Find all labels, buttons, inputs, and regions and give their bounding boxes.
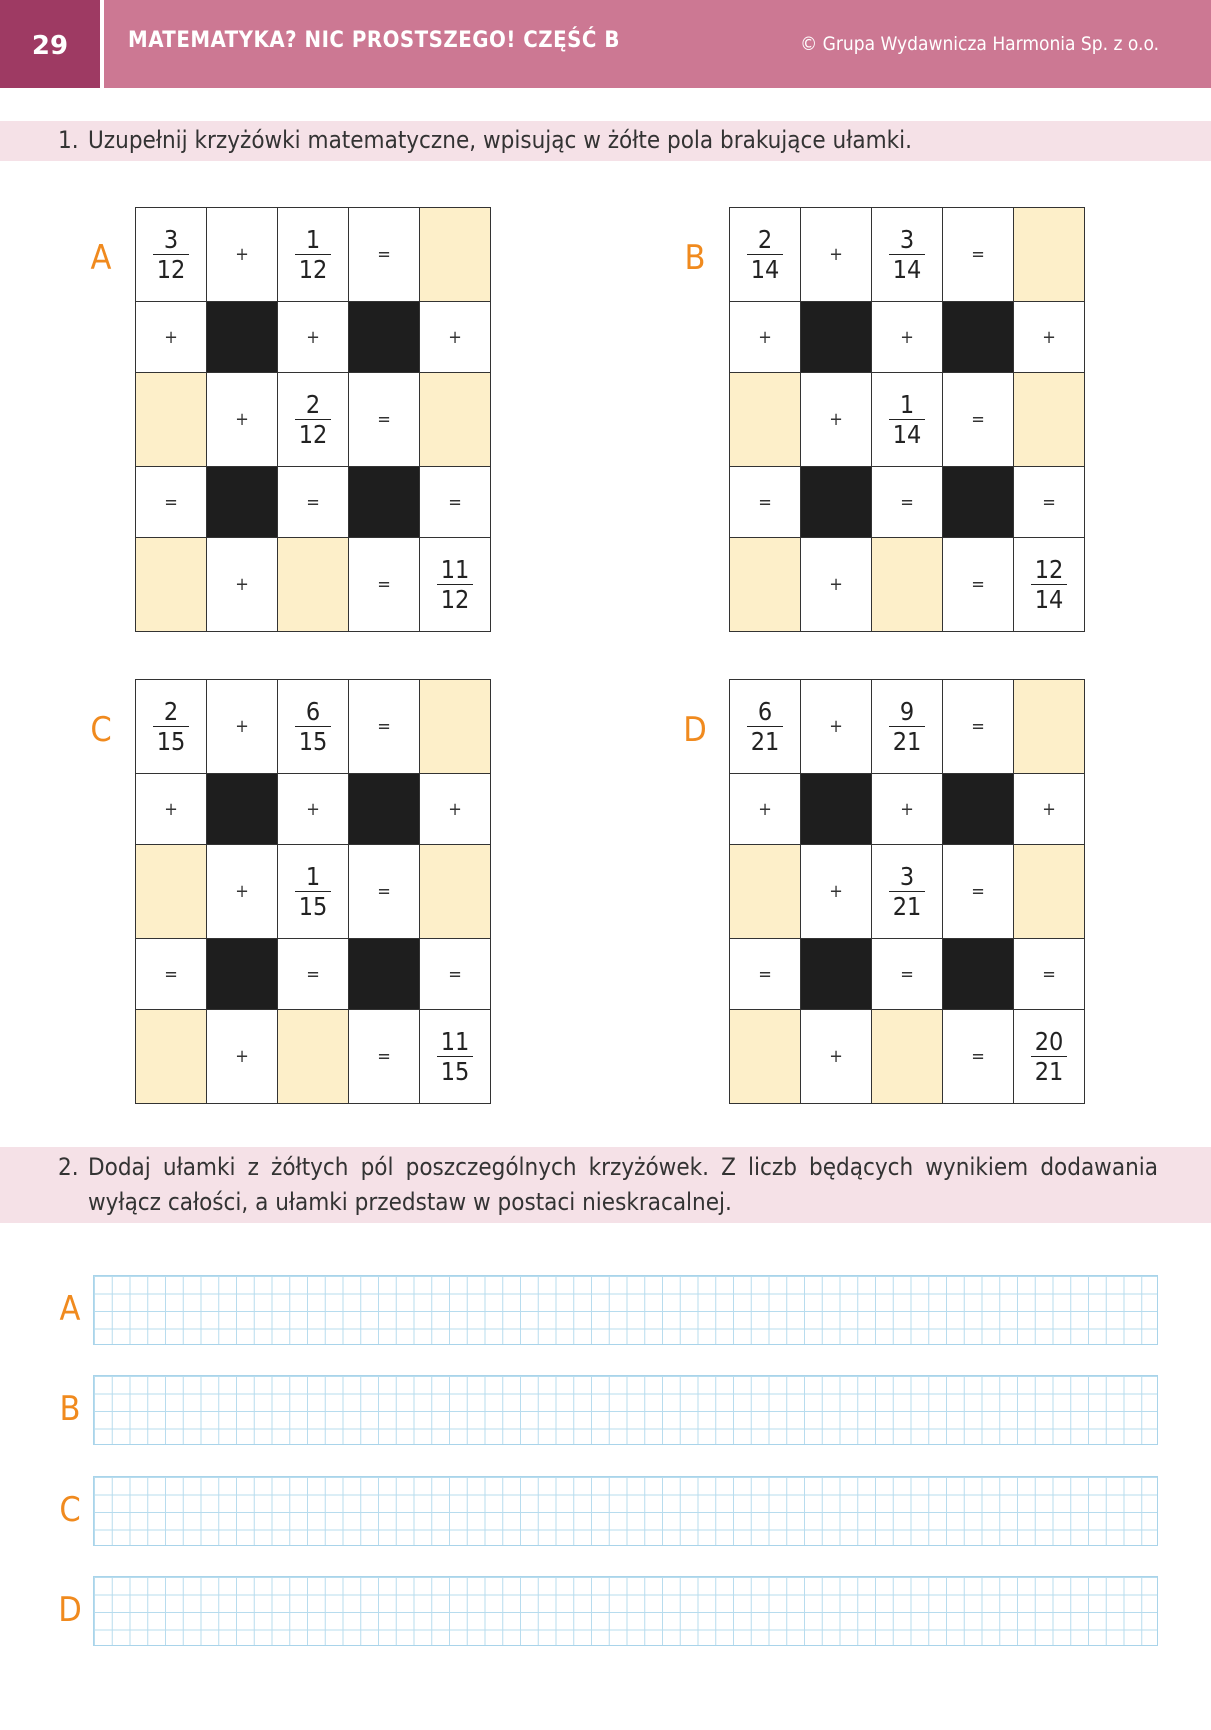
denominator: 12 xyxy=(156,255,186,284)
task-text: Dodaj ułamki z żółtych pól poszczególnych krzyżówek. Z liczb będących wynikiem dodawania wyłącz całości, a ułamki przedstaw w postaci nieskracalnej. xyxy=(88,1153,1158,1216)
page-header xyxy=(0,0,1211,88)
black-cell xyxy=(942,466,1014,538)
fraction-cell xyxy=(135,679,207,774)
answer-cell[interactable] xyxy=(729,537,801,632)
operator-cell xyxy=(942,207,1014,302)
answer-writing-grid[interactable] xyxy=(93,1275,1158,1345)
equals-sign: = xyxy=(1042,491,1056,513)
page-number: 29 xyxy=(0,0,100,88)
denominator: 14 xyxy=(892,420,922,449)
fraction-cell xyxy=(1013,537,1085,632)
operator-cell xyxy=(206,372,278,467)
denominator: 21 xyxy=(892,892,922,921)
fraction-cell xyxy=(871,844,943,939)
equals-sign: = xyxy=(971,1046,985,1067)
denominator: 14 xyxy=(1034,585,1064,614)
plus-sign: + xyxy=(829,1046,843,1067)
answer-cell[interactable] xyxy=(135,844,207,939)
answer-cell[interactable] xyxy=(135,372,207,467)
black-cell xyxy=(800,301,872,373)
task-text: Uzupełnij krzyżówki matematyczne, wpisując w żółte pola brakujące ułamki. xyxy=(88,126,912,154)
answer-cell[interactable] xyxy=(419,844,491,939)
fraction-cell xyxy=(871,679,943,774)
equals-sign: = xyxy=(306,491,320,513)
operator-cell xyxy=(206,1009,278,1104)
fraction xyxy=(749,698,782,755)
fraction-cell xyxy=(277,207,349,302)
answer-cell[interactable] xyxy=(729,844,801,939)
numerator: 3 xyxy=(163,225,179,254)
answer-writing-grid[interactable] xyxy=(93,1576,1158,1646)
plus-sign: + xyxy=(829,716,843,737)
operator-cell xyxy=(419,466,491,538)
answer-cell[interactable] xyxy=(277,1009,349,1104)
fraction-cell xyxy=(729,207,801,302)
header-divider xyxy=(100,0,104,88)
operator-cell xyxy=(135,301,207,373)
book-title: MATEMATYKA? NIC PROSTSZEGO! CZĘŚĆ B xyxy=(128,28,620,53)
plus-sign: + xyxy=(1042,798,1056,820)
plus-sign: + xyxy=(235,1046,249,1067)
fraction xyxy=(749,226,782,283)
answer-label: B xyxy=(59,1389,81,1429)
crossword-label: B xyxy=(684,238,706,278)
black-cell xyxy=(348,466,420,538)
operator-cell xyxy=(348,372,420,467)
fraction xyxy=(891,226,924,283)
equals-sign: = xyxy=(164,963,178,985)
fraction xyxy=(439,1028,472,1085)
fraction xyxy=(297,698,330,755)
black-cell xyxy=(348,301,420,373)
numerator: 9 xyxy=(899,697,915,726)
answer-cell[interactable] xyxy=(729,372,801,467)
operator-cell xyxy=(348,537,420,632)
denominator: 15 xyxy=(298,727,328,756)
equals-sign: = xyxy=(377,409,391,430)
equals-sign: = xyxy=(971,409,985,430)
black-cell xyxy=(206,301,278,373)
equals-sign: = xyxy=(377,1046,391,1067)
numerator: 6 xyxy=(305,697,321,726)
equals-sign: = xyxy=(758,491,772,513)
plus-sign: + xyxy=(1042,326,1056,348)
fraction xyxy=(155,226,188,283)
fraction xyxy=(297,391,330,448)
equals-sign: = xyxy=(306,963,320,985)
operator-cell xyxy=(419,773,491,845)
plus-sign: + xyxy=(758,326,772,348)
task-number: 1. xyxy=(58,126,79,154)
equals-sign: = xyxy=(900,963,914,985)
crossword-grid xyxy=(135,679,490,1104)
operator-cell xyxy=(800,844,872,939)
numerator: 1 xyxy=(305,862,321,891)
crossword-grid xyxy=(729,207,1084,632)
fraction-cell xyxy=(419,537,491,632)
operator-cell xyxy=(1013,938,1085,1010)
denominator: 15 xyxy=(440,1057,470,1086)
denominator: 12 xyxy=(298,420,328,449)
operator-cell xyxy=(206,679,278,774)
operator-cell xyxy=(135,773,207,845)
operator-cell xyxy=(871,773,943,845)
fraction-cell xyxy=(729,679,801,774)
copyright-notice: © Grupa Wydawnicza Harmonia Sp. z o.o. xyxy=(800,33,1159,55)
denominator: 14 xyxy=(892,255,922,284)
answer-cell[interactable] xyxy=(419,372,491,467)
fraction xyxy=(891,863,924,920)
answer-cell[interactable] xyxy=(277,537,349,632)
equals-sign: = xyxy=(758,963,772,985)
fraction xyxy=(1033,556,1066,613)
operator-cell xyxy=(729,773,801,845)
operator-cell xyxy=(277,773,349,845)
denominator: 14 xyxy=(750,255,780,284)
numerator: 11 xyxy=(440,1027,470,1056)
black-cell xyxy=(206,938,278,1010)
equals-sign: = xyxy=(377,244,391,265)
plus-sign: + xyxy=(829,244,843,265)
black-cell xyxy=(348,938,420,1010)
denominator: 21 xyxy=(892,727,922,756)
crossword-grid xyxy=(729,679,1084,1104)
operator-cell xyxy=(800,679,872,774)
fraction xyxy=(297,863,330,920)
numerator: 2 xyxy=(305,390,321,419)
operator-cell xyxy=(942,537,1014,632)
operator-cell xyxy=(729,938,801,1010)
answer-cell[interactable] xyxy=(135,1009,207,1104)
operator-cell xyxy=(800,537,872,632)
task-number: 2. xyxy=(58,1153,79,1181)
plus-sign: + xyxy=(164,326,178,348)
fraction xyxy=(297,226,330,283)
plus-sign: + xyxy=(448,326,462,348)
plus-sign: + xyxy=(829,409,843,430)
answer-label: C xyxy=(59,1490,81,1530)
denominator: 12 xyxy=(298,255,328,284)
crossword-grid xyxy=(135,207,490,632)
answer-writing-grid[interactable] xyxy=(93,1476,1158,1546)
answer-cell[interactable] xyxy=(729,1009,801,1104)
numerator: 1 xyxy=(899,390,915,419)
fraction xyxy=(891,391,924,448)
black-cell xyxy=(800,938,872,1010)
operator-cell xyxy=(277,466,349,538)
operator-cell xyxy=(871,301,943,373)
answer-cell[interactable] xyxy=(1013,679,1085,774)
fraction-cell xyxy=(871,372,943,467)
operator-cell xyxy=(206,537,278,632)
plus-sign: + xyxy=(235,409,249,430)
denominator: 12 xyxy=(440,585,470,614)
operator-cell xyxy=(871,938,943,1010)
operator-cell xyxy=(1013,301,1085,373)
black-cell xyxy=(800,466,872,538)
equals-sign: = xyxy=(448,963,462,985)
denominator: 21 xyxy=(1034,1057,1064,1086)
answer-cell[interactable] xyxy=(1013,844,1085,939)
fraction xyxy=(891,698,924,755)
black-cell xyxy=(206,773,278,845)
plus-sign: + xyxy=(758,798,772,820)
crossword-label: C xyxy=(90,710,112,750)
plus-sign: + xyxy=(900,798,914,820)
operator-cell xyxy=(871,466,943,538)
plus-sign: + xyxy=(164,798,178,820)
operator-cell xyxy=(1013,773,1085,845)
operator-cell xyxy=(419,938,491,1010)
plus-sign: + xyxy=(829,881,843,902)
operator-cell xyxy=(348,679,420,774)
numerator: 2 xyxy=(757,225,773,254)
answer-label: D xyxy=(58,1590,82,1630)
black-cell xyxy=(942,301,1014,373)
operator-cell xyxy=(135,466,207,538)
answer-cell[interactable] xyxy=(419,207,491,302)
numerator: 3 xyxy=(899,862,915,891)
equals-sign: = xyxy=(164,491,178,513)
plus-sign: + xyxy=(235,574,249,595)
denominator: 15 xyxy=(156,727,186,756)
operator-cell xyxy=(729,466,801,538)
task-2-instruction xyxy=(0,1147,1211,1223)
operator-cell xyxy=(800,1009,872,1104)
crossword-label: D xyxy=(683,710,707,750)
denominator: 15 xyxy=(298,892,328,921)
equals-sign: = xyxy=(971,244,985,265)
plus-sign: + xyxy=(306,798,320,820)
equals-sign: = xyxy=(377,574,391,595)
operator-cell xyxy=(277,938,349,1010)
equals-sign: = xyxy=(448,491,462,513)
equals-sign: = xyxy=(971,716,985,737)
fraction xyxy=(155,698,188,755)
operator-cell xyxy=(729,301,801,373)
answer-cell[interactable] xyxy=(135,537,207,632)
operator-cell xyxy=(800,372,872,467)
task-1-instruction xyxy=(0,121,1211,161)
fraction-cell xyxy=(871,207,943,302)
numerator: 3 xyxy=(899,225,915,254)
plus-sign: + xyxy=(448,798,462,820)
operator-cell xyxy=(348,207,420,302)
fraction-cell xyxy=(277,372,349,467)
plus-sign: + xyxy=(235,881,249,902)
plus-sign: + xyxy=(306,326,320,348)
black-cell xyxy=(206,466,278,538)
numerator: 1 xyxy=(305,225,321,254)
answer-cell[interactable] xyxy=(1013,372,1085,467)
operator-cell xyxy=(419,301,491,373)
operator-cell xyxy=(135,938,207,1010)
black-cell xyxy=(942,938,1014,1010)
operator-cell xyxy=(206,844,278,939)
crossword-label: A xyxy=(90,238,112,278)
fraction xyxy=(439,556,472,613)
answer-cell[interactable] xyxy=(871,1009,943,1104)
equals-sign: = xyxy=(377,881,391,902)
answer-cell[interactable] xyxy=(871,537,943,632)
equals-sign: = xyxy=(971,574,985,595)
operator-cell xyxy=(800,207,872,302)
operator-cell xyxy=(942,1009,1014,1104)
equals-sign: = xyxy=(900,491,914,513)
black-cell xyxy=(348,773,420,845)
black-cell xyxy=(942,773,1014,845)
operator-cell xyxy=(942,844,1014,939)
fraction-cell xyxy=(135,207,207,302)
fraction xyxy=(1033,1028,1066,1085)
equals-sign: = xyxy=(1042,963,1056,985)
operator-cell xyxy=(277,301,349,373)
numerator: 20 xyxy=(1034,1027,1064,1056)
operator-cell xyxy=(942,372,1014,467)
answer-cell[interactable] xyxy=(1013,207,1085,302)
plus-sign: + xyxy=(235,244,249,265)
equals-sign: = xyxy=(377,716,391,737)
operator-cell xyxy=(348,1009,420,1104)
black-cell xyxy=(800,773,872,845)
plus-sign: + xyxy=(900,326,914,348)
numerator: 6 xyxy=(757,697,773,726)
fraction-cell xyxy=(1013,1009,1085,1104)
operator-cell xyxy=(1013,466,1085,538)
numerator: 12 xyxy=(1034,555,1064,584)
operator-cell xyxy=(206,207,278,302)
answer-writing-grid[interactable] xyxy=(93,1375,1158,1445)
answer-label: A xyxy=(59,1289,81,1329)
numerator: 2 xyxy=(163,697,179,726)
denominator: 21 xyxy=(750,727,780,756)
plus-sign: + xyxy=(829,574,843,595)
equals-sign: = xyxy=(971,881,985,902)
fraction-cell xyxy=(419,1009,491,1104)
answer-cell[interactable] xyxy=(419,679,491,774)
numerator: 11 xyxy=(440,555,470,584)
operator-cell xyxy=(348,844,420,939)
fraction-cell xyxy=(277,844,349,939)
plus-sign: + xyxy=(235,716,249,737)
fraction-cell xyxy=(277,679,349,774)
operator-cell xyxy=(942,679,1014,774)
